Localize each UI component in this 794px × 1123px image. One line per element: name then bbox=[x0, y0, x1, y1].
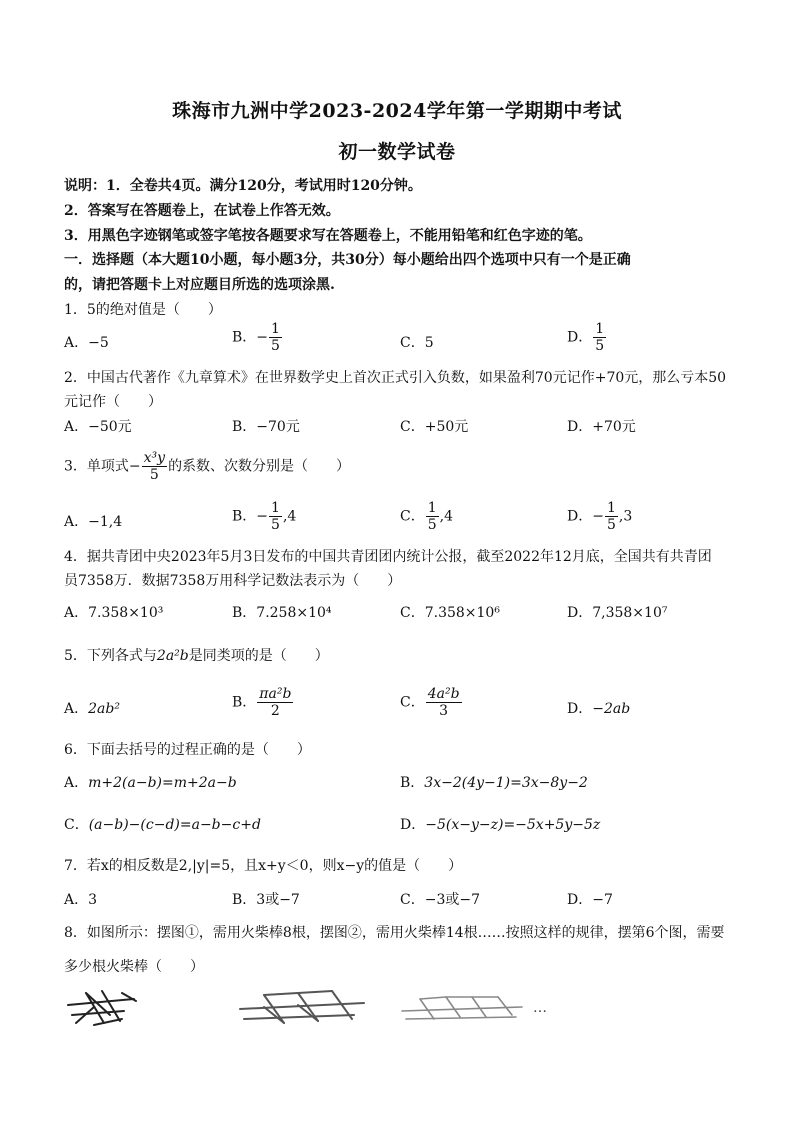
question-6-option-d: D．−5(x−y−z)=−5x+5y−5z bbox=[400, 817, 601, 833]
instruction-3: 3．用黑色字迹钢笔或签字笔按各题要求写在答题卷上，不能用铅笔和红色字迹的笔。 bbox=[64, 228, 592, 244]
question-5-option-d: D．−2ab bbox=[567, 701, 631, 717]
question-3-stem: 3．单项式− $\frac{\text{x³y}}{5}$ 的系数、次数分别是（ ） bbox=[64, 450, 351, 484]
question-2-option-c: C．+50元 bbox=[400, 419, 469, 435]
question-2-stem-line-2: 元记作（ ） bbox=[64, 394, 162, 410]
question-2-option-b: B．−70元 bbox=[232, 419, 300, 435]
question-7-option-d: D．−7 bbox=[567, 892, 613, 908]
matchstick-figure-1 bbox=[64, 985, 144, 1030]
question-2-option-a: A．−50元 bbox=[64, 419, 132, 435]
question-5-option-c: C． $\frac{\text{4a²b}}{3}$ bbox=[400, 686, 460, 720]
question-1-option-a: A．−5 bbox=[64, 335, 109, 351]
exam-title: 珠海市九洲中学2023-2024学年第一学期期中考试 bbox=[172, 100, 622, 122]
section-heading-line-2: 的，请把答题卡上对应题目所选的选项涂黑. bbox=[64, 277, 335, 293]
instruction-2: 2．答案写在答题卷上，在试卷上作答无效。 bbox=[64, 203, 340, 219]
question-3-option-c: C． $\frac{1}{5}$ ,4 bbox=[400, 500, 453, 534]
question-3-option-a: A．−1,4 bbox=[64, 514, 123, 530]
matchstick-figure-2 bbox=[234, 985, 374, 1030]
question-6-stem: 6．下面去括号的过程正确的是（ ） bbox=[64, 742, 311, 758]
question-4-stem-line-2: 员7358万．数据7358万用科学记数法表示为（ ） bbox=[64, 573, 402, 589]
matchstick-figure-3 bbox=[398, 985, 528, 1030]
question-5-option-b: B． $\frac{\text{πa²b}}{2}$ bbox=[232, 686, 292, 720]
question-7-stem: 7．若x的相反数是2,|y|=5，且x+y＜0，则x−y的值是（ ） bbox=[64, 858, 463, 874]
question-4-option-b: B．7.258×10⁴ bbox=[232, 605, 332, 621]
question-3-option-b: B．− $\frac{1}{5}$ ,4 bbox=[232, 500, 297, 534]
question-7-option-b: B．3或−7 bbox=[232, 892, 300, 908]
question-8-stem-line-2: 多少根火柴棒（ ） bbox=[64, 959, 204, 975]
question-5-option-a: A．2ab² bbox=[64, 701, 120, 717]
question-4-option-c: C．7.358×10⁶ bbox=[400, 605, 500, 621]
question-2-stem-line-1: 2．中国古代著作《九章算术》在世界数学史上首次正式引入负数，如果盈利70元记作+70元，那么亏本50 bbox=[64, 370, 727, 386]
question-1-option-d: D． $\frac{1}{5}$ bbox=[567, 321, 605, 355]
question-8-stem-line-1: 8．如图所示：摆图①，需用火柴棒8根，摆图②，需用火柴棒14根……按照这样的规律，摆第6个图，需要 bbox=[64, 925, 725, 941]
question-1-option-c: C．5 bbox=[400, 335, 434, 351]
question-6-option-c: C．(a−b)−(c−d)=a−b−c+d bbox=[64, 817, 261, 833]
question-4-stem-line-1: 4．据共青团中央2023年5月3日发布的中国共青团团内统计公报，截至2022年12月底，全国共有共青团 bbox=[64, 549, 712, 565]
question-6-option-a: A．m+2(a−b)=m+2a−b bbox=[64, 775, 237, 791]
question-1-stem: 1．5的绝对值是（ ） bbox=[64, 302, 222, 318]
section-heading-line-1: 一．选择题（本大题10小题，每小题3分，共30分）每小题给出四个选项中只有一个是正确 bbox=[64, 252, 631, 268]
question-1-option-b: B．− $\frac{1}{5}$ bbox=[232, 321, 280, 355]
question-3-option-d: D．− $\frac{1}{5}$ ,3 bbox=[567, 500, 633, 534]
question-6-option-b: B．3x−2(4y−1)=3x−8y−2 bbox=[400, 775, 588, 791]
exam-subtitle: 初一数学试卷 bbox=[338, 141, 456, 163]
question-2-option-d: D．+70元 bbox=[567, 419, 636, 435]
question-7-option-c: C．−3或−7 bbox=[400, 892, 480, 908]
question-4-option-a: A．7.358×10³ bbox=[64, 605, 164, 621]
question-4-option-d: D．7,358×10⁷ bbox=[567, 605, 668, 621]
question-5-stem: 5．下列各式与2a²b是同类项的是（ ） bbox=[64, 648, 329, 664]
figure-ellipsis: … bbox=[533, 1000, 547, 1016]
question-7-option-a: A．3 bbox=[64, 892, 98, 908]
instruction-1: 说明：1．全卷共4页。满分120分，考试用时120分钟。 bbox=[64, 178, 422, 194]
